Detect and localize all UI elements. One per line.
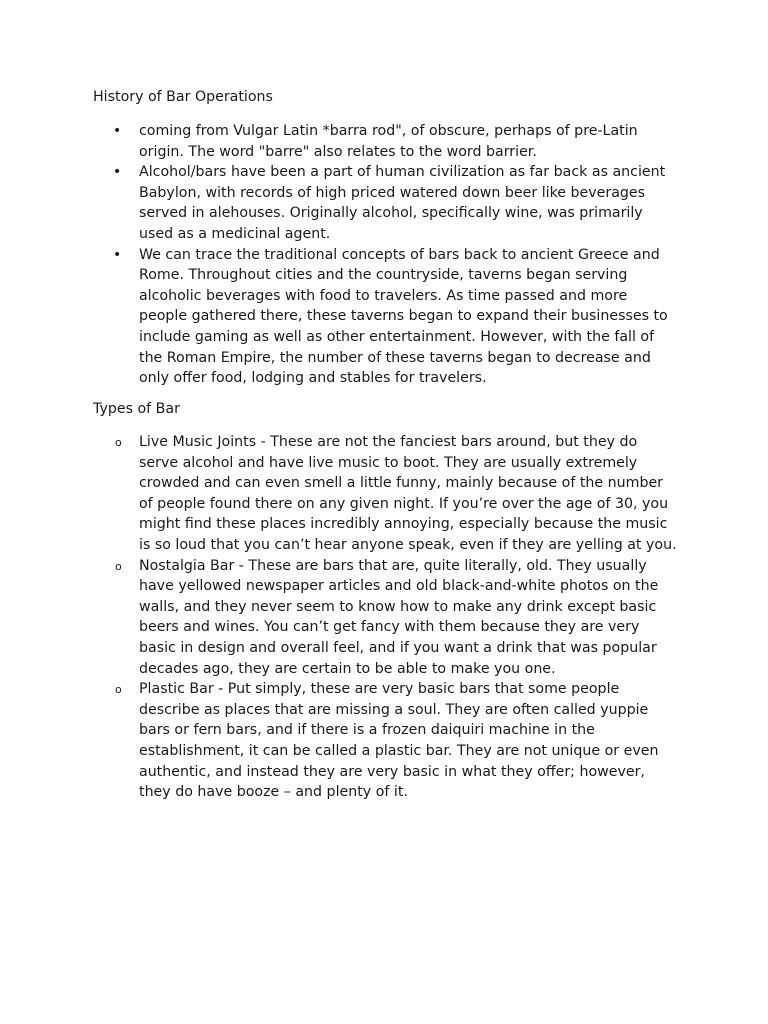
list-item-text: Nostalgia Bar - These are bars that are, quite literally, old. They usually have yellowed newspaper articles and old black-and-white photos on the walls, and they never seem to know how to make any drink except basic beers and wines. You can’t get fancy with them because they are very basic in design and overall feel, and if you want a drink that was popular decades ago, they are certain to be able to make you one. bbox=[139, 557, 659, 677]
list-item bbox=[0, 432, 679, 556]
list-item-text: Alcohol/bars have been a part of human civilization as far back as ancient Babylon, with records of high priced watered down beer like beverages served in alehouses. Originally alcohol, specifically wine, was primarily used as a medicinal agent. bbox=[139, 164, 666, 242]
bullet-marker bbox=[113, 162, 127, 183]
bullet-marker bbox=[113, 121, 127, 142]
list-item bbox=[0, 121, 679, 162]
circle-marker bbox=[115, 679, 129, 701]
list-item bbox=[0, 162, 679, 244]
types-bullet-list bbox=[0, 432, 768, 803]
list-item-text: We can trace the traditional concepts of bars back to ancient Greece and Rome. Throughout cities and the countryside, taverns began serving alcoholic beverages with food to travelers. As time passed and more people gathered there, these taverns began to expand their businesses to include gaming as well as other entertainment. However, with the fall of the Roman Empire, the number of these taverns began to decrease and only offer food, lodging and stables for travelers. bbox=[139, 246, 668, 387]
list-item bbox=[0, 245, 679, 389]
list-item-text: Live Music Joints - These are not the fanciest bars around, but they do serve alcohol and have live music to boot. They are usually extremely crowded and can even smell a little funny, mainly because of the number of people found there on any given night. If you’re over the age of 30, you might find these places incredibly annoying, especially because the music is so loud that you can’t hear anyone speak, even if they are yelling at you. bbox=[139, 434, 677, 553]
list-item-text: Plastic Bar - Put simply, these are very basic bars that some people describe as places that are missing a soul. They are often called yuppie bars or fern bars, and if there is a frozen daiquiri machine in the establishment, it can be called a plastic bar. They are not unique or even authentic, and instead they are very basic in what they offer; however, they do have booze – and plenty of it. bbox=[139, 681, 659, 801]
history-bullet-list bbox=[0, 121, 768, 389]
circle-marker bbox=[115, 556, 129, 578]
list-item bbox=[0, 556, 679, 680]
circle-marker bbox=[115, 432, 129, 454]
section-heading-types: Types of Bar bbox=[93, 401, 180, 417]
bullet-marker bbox=[113, 245, 127, 266]
list-item-text: coming from Vulgar Latin *barra rod", of obscure, perhaps of pre-Latin origin. The word "barre" also relates to the word barrier. bbox=[139, 123, 638, 160]
section-heading-history: History of Bar Operations bbox=[93, 89, 273, 105]
list-item bbox=[0, 679, 679, 803]
